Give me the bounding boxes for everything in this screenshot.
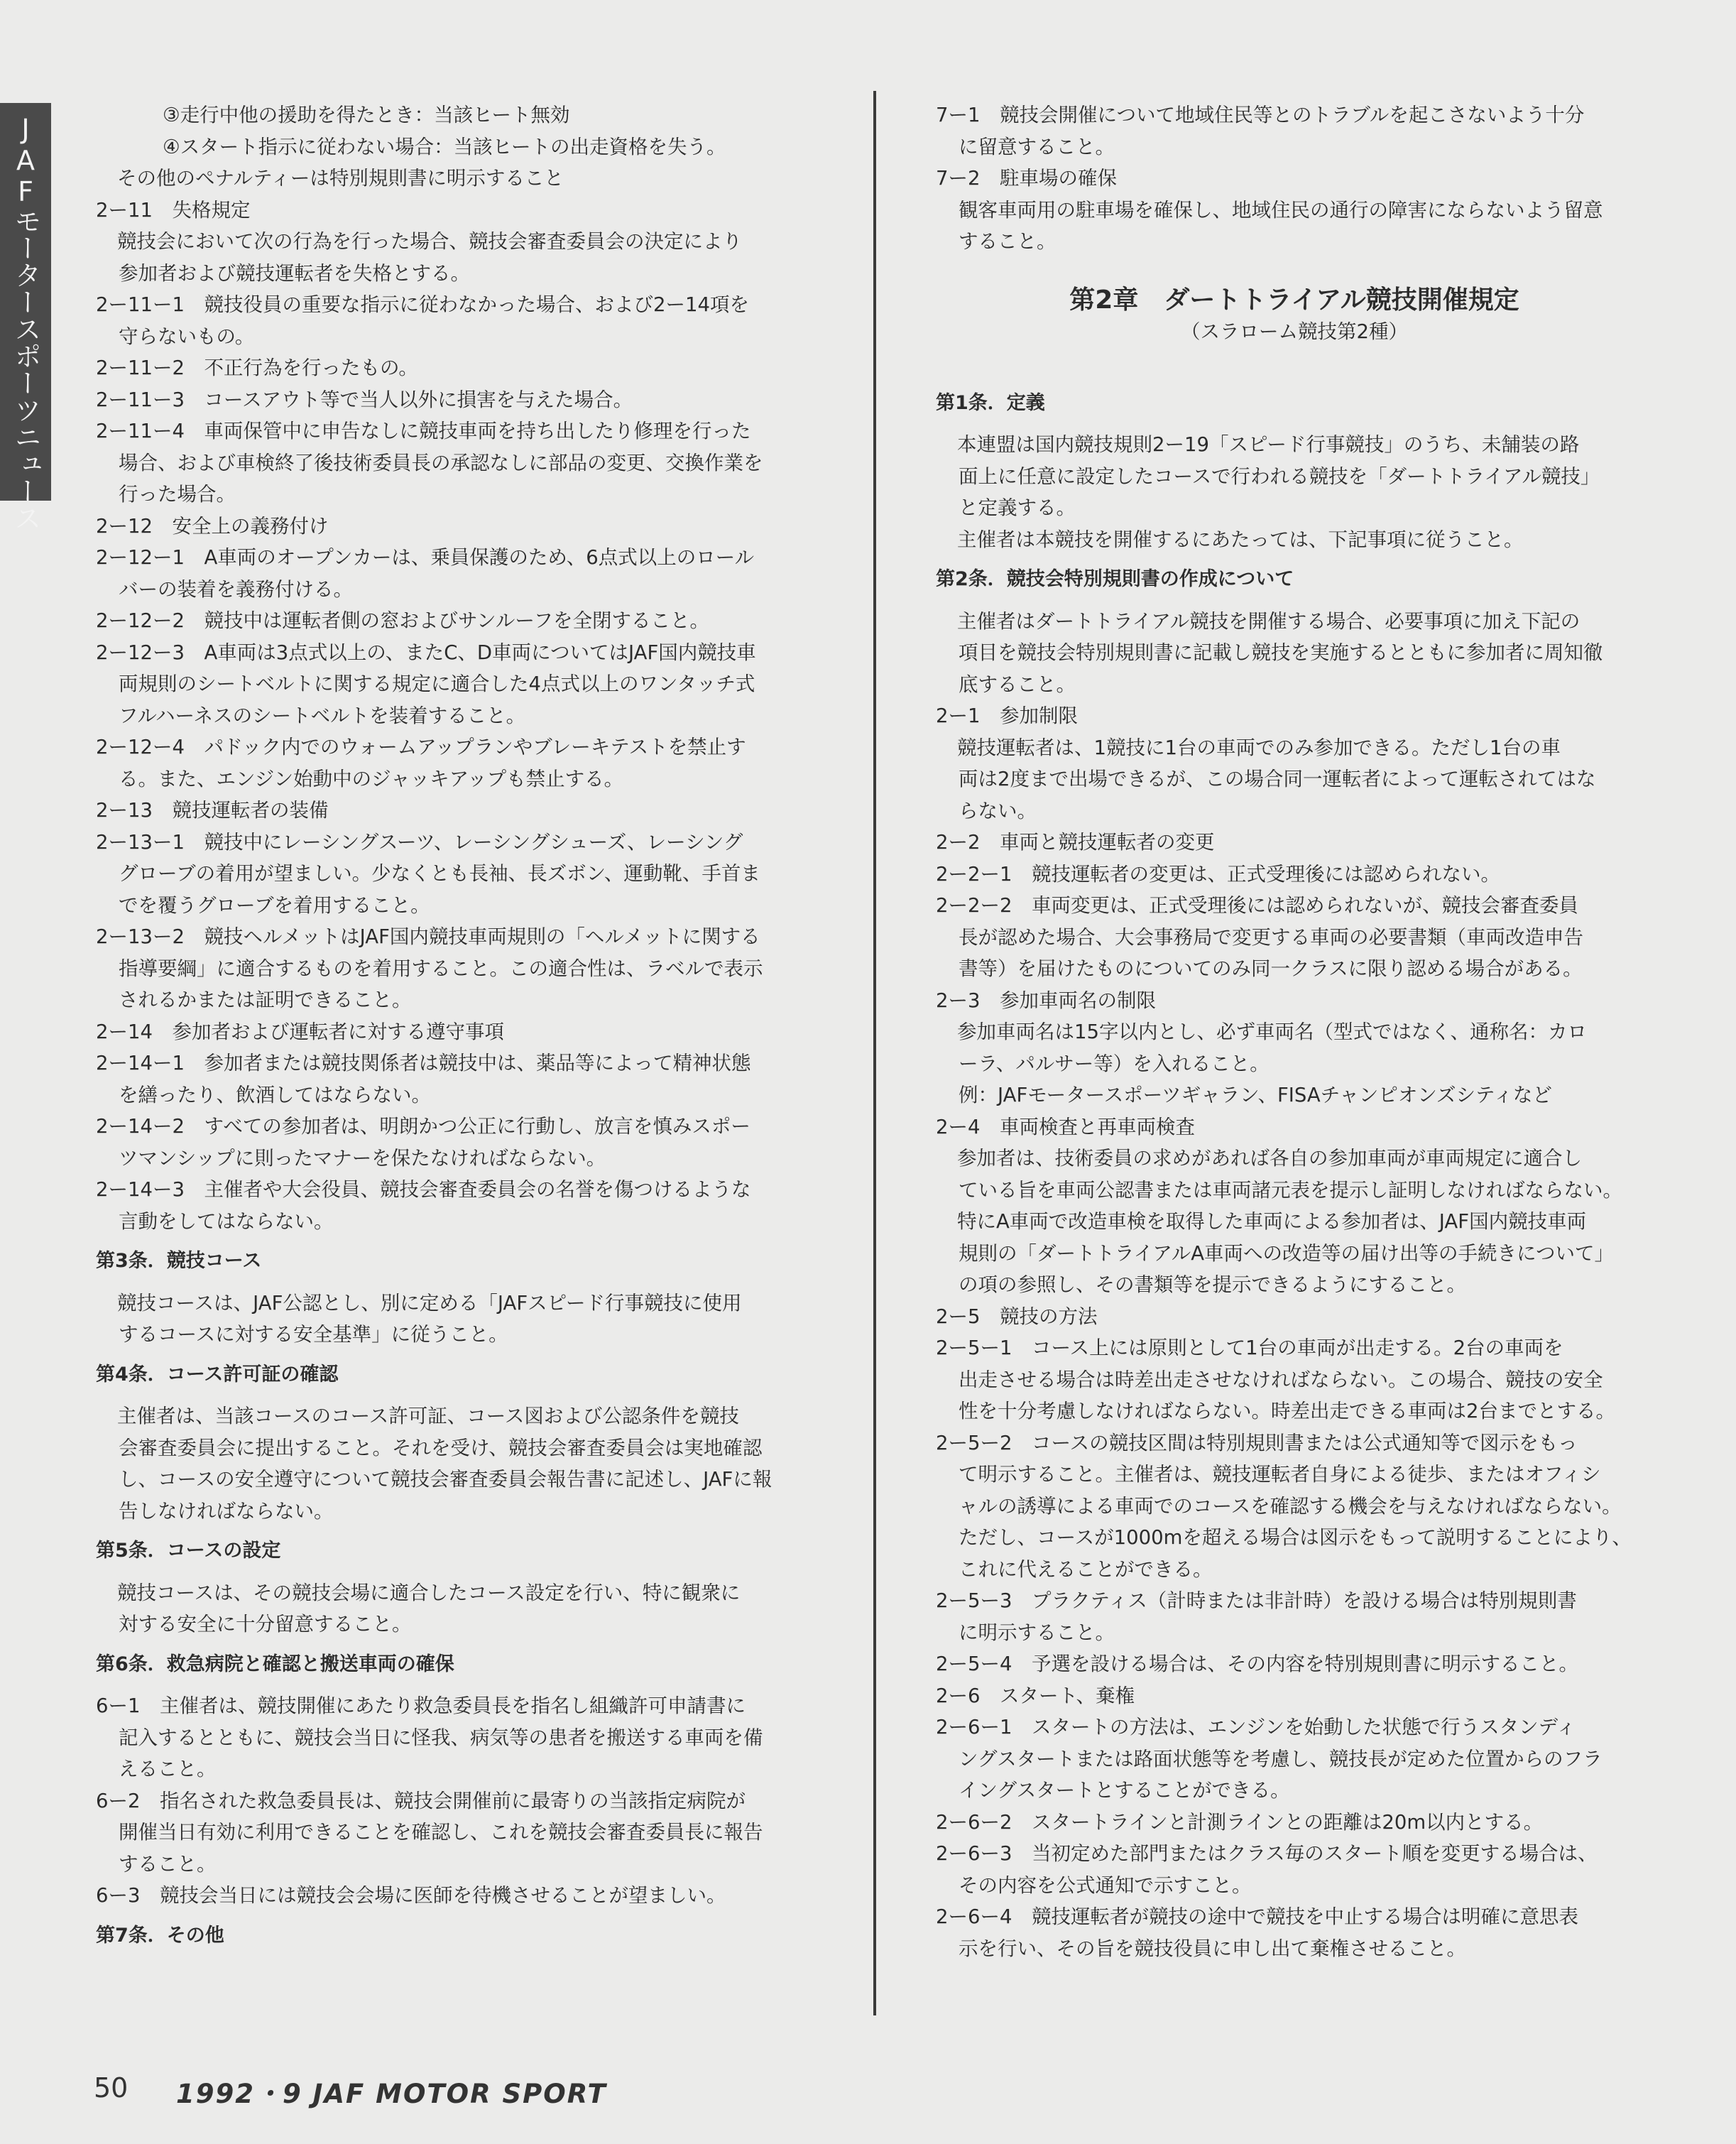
text-line: されるかまたは証明できること。 (119, 989, 412, 1011)
text-line: 例：JAFモータースポーツギャラン、FISAチャンピオンズシティなど (959, 1084, 1552, 1106)
text-line: 7ー2 駐車場の確保 (936, 167, 1117, 190)
text-line: 2ー12ー4 パドック内でのウォームアップランやブレーキテストを禁止す (96, 736, 746, 758)
text-line: 告しなければならない。 (119, 1499, 334, 1523)
text-line: に明示すること。 (959, 1621, 1115, 1644)
text-line: 2ー5ー2 コースの競技区間は特別規則書または公式通知等で図示をもっ (936, 1431, 1578, 1454)
text-line: 2ー1 参加制限 (936, 704, 1078, 727)
text-line: ただし、コースが1000mを超える場合は図示をもって説明することにより、 (959, 1526, 1632, 1549)
text-line: 2ー4 車両検査と再車両検査 (936, 1115, 1195, 1138)
article-heading: 第1条．定義 (936, 391, 1045, 414)
text-line: 観客車両用の駐車場を確保し、地域住民の通行の障害にならないよう留意 (959, 198, 1603, 222)
text-line: 2ー2 車両と競技運転者の変更 (936, 831, 1215, 854)
text-line: その内容を公式通知で示すこと。 (959, 1873, 1252, 1897)
text-line: バーの装着を義務付ける。 (119, 577, 353, 601)
article-heading: 第5条．コースの設定 (96, 1540, 281, 1562)
text-line: 長が認めた場合、大会事務局で変更する車両の必要書類（車両改造申告 (959, 925, 1583, 949)
text-line: 指導要綱」に適合するものを着用すること。この適合性は、ラベルで表示 (119, 957, 763, 980)
text-line: 7ー1 競技会開催について地域住民等とのトラブルを起こさないよう十分 (936, 104, 1585, 126)
text-line: を繕ったり、飲酒してはならない。 (119, 1083, 431, 1106)
text-line: 主催者は、当該コースのコース許可証、コース図および公認条件を競技 (117, 1405, 739, 1427)
text-line: ャルの誘導による車両でのコースを確認する機会を与えなければならない。 (959, 1494, 1622, 1518)
text-line: に留意すること。 (959, 135, 1115, 158)
text-line: ングスタートまたは路面状態等を考慮し、競技長が定めた位置からのフラ (959, 1747, 1603, 1770)
text-line: 2ー12 安全上の義務付け (96, 514, 329, 538)
text-line: らない。 (959, 799, 1037, 822)
text-line: の項の参照し、その書類等を提示できるようにすること。 (959, 1273, 1466, 1296)
page-number: 50 (94, 2072, 129, 2104)
text-line: 2ー6ー3 当初定めた部門またはクラス毎のスタート順を変更する場合は、 (936, 1842, 1598, 1865)
text-line: 守らないもの。 (119, 325, 255, 348)
text-line: ている旨を車両公認書または車両諸元表を提示し証明しなければならない。 (959, 1178, 1622, 1202)
text-line: ツマンシップに則ったマナーを保たなければならない。 (119, 1146, 606, 1170)
text-line: これに代えることができる。 (959, 1557, 1213, 1581)
text-line: 2ー6ー1 スタートの方法は、エンジンを始動した状態で行うスタンディ (936, 1716, 1576, 1738)
text-line: するコースに対する安全基準」に従うこと。 (119, 1323, 508, 1346)
text-line: 規則の「ダートトライアルA車両への改造等の届け出等の手続きについて」 (959, 1241, 1615, 1265)
text-line: 2ー3 参加車両名の制限 (936, 989, 1156, 1012)
article-heading: 第7条．その他 (96, 1924, 224, 1947)
text-line: 2ー6 スタート、棄権 (936, 1684, 1135, 1707)
text-line: 場合、および車検終了後技術委員長の承認なしに部品の変更、交換作業を (119, 451, 763, 474)
text-line: 行った場合。 (119, 483, 236, 506)
text-line: ③走行中他の援助を得たとき：当該ヒート無効 (163, 104, 570, 126)
text-line: 2ー11ー4 車両保管中に申告なしに競技車両を持ち出したり修理を行った (96, 420, 751, 442)
chapter-subtitle: （スラローム競技第2種） (1181, 320, 1408, 343)
text-line: 開催当日有効に利用できることを確認し、これを競技会審査委員長に報告 (119, 1821, 763, 1844)
text-line: 2ー12ー1 A車両のオープンカーは、乗員保護のため、6点式以上のロール (96, 546, 755, 569)
text-line: ④スタート指示に従わない場合：当該ヒートの出走資格を失う。 (163, 135, 726, 158)
text-line: 2ー12ー3 A車両は3点式以上の、またC、D車両についてはJAF国内競技車 (96, 641, 756, 664)
text-line: 2ー11ー1 競技役員の重要な指示に従わなかった場合、および2ー14項を (96, 293, 749, 316)
article-heading: 第4条．コース許可証の確認 (96, 1363, 339, 1386)
text-line: 2ー6ー4 競技運転者が競技の途中で競技を中止する場合は明確に意思表 (936, 1905, 1578, 1928)
text-line: 2ー13 競技運転者の装備 (96, 799, 329, 822)
text-line: 2ー11ー2 不正行為を行ったもの。 (96, 357, 418, 379)
text-line: 本連盟は国内競技規則2ー19「スピード行事競技」のうち、未舗装の路 (957, 433, 1580, 456)
text-line: イングスタートとすることができる。 (959, 1779, 1290, 1802)
right-column (936, 99, 1653, 1964)
text-line: 2ー11 失格規定 (96, 198, 251, 222)
text-line: 両は2度まで出場できるが、この場合同一運転者によって運転されてはな (959, 768, 1596, 790)
text-line: 出走させる場合は時差出走させなければならない。この場合、競技の安全 (959, 1368, 1603, 1391)
left-column (96, 99, 813, 1961)
column-divider (873, 91, 876, 2015)
text-line: 競技運転者は、1競技に1台の車両でのみ参加できる。ただし1台の車 (957, 736, 1561, 759)
article-heading: 第6条．救急病院と確認と搬送車両の確保 (96, 1653, 454, 1675)
text-line: 面上に任意に設定したコースで行われる競技を「ダートトライアル競技」 (959, 464, 1600, 488)
text-line: 2ー2ー2 車両変更は、正式受理後には認められないが、競技会審査委員 (936, 894, 1578, 917)
text-line: 2ー14ー2 すべての参加者は、明朗かつ公正に行動し、放言を慎みスポー (96, 1115, 750, 1138)
text-line: 6ー3 競技会当日には競技会会場に医師を待機させることが望ましい。 (96, 1884, 726, 1907)
text-line: すること。 (119, 1852, 217, 1876)
magazine-title: 1992・9 JAF MOTOR SPORT (176, 2079, 607, 2109)
text-line: フルハーネスのシートベルトを装着すること。 (119, 704, 526, 727)
article-heading: 第3条．競技コース (96, 1250, 262, 1272)
text-line: 記入するとともに、競技会当日に怪我、病気等の患者を搬送する車両を備 (119, 1726, 763, 1749)
text-line: 競技コースは、その競技会場に適合したコース設定を行い、特に観衆に (117, 1581, 741, 1604)
side-tab-label: JAFモータースポーツニュース (10, 114, 41, 531)
text-line: ーラ、パルサー等）を入れること。 (959, 1052, 1270, 1075)
text-line: 特にA車両で改造車検を取得した車両による参加者は、JAF国内競技車両 (957, 1210, 1587, 1233)
text-line: 2ー12ー2 競技中は運転者側の窓およびサンルーフを全閉すること。 (96, 609, 710, 632)
text-line: その他のペナルティーは特別規則書に明示すること (117, 167, 564, 190)
text-line: る。また、エンジン始動中のジャッキアップも禁止する。 (119, 767, 624, 790)
chapter-title: 第2章 ダートトライアル競技開催規定 (1069, 285, 1519, 315)
text-line: 2ー6ー2 スタートラインと計測ラインとの距離は20m以内とする。 (936, 1810, 1544, 1834)
text-line: 両規則のシートベルトに関する規定に適合した4点式以上のワンタッチ式 (119, 673, 755, 695)
text-line: て明示すること。主催者は、競技運転者自身による徒歩、またはオフィシ (959, 1463, 1601, 1486)
text-line: 2ー11ー3 コースアウト等で当人以外に損害を与えた場合。 (96, 388, 633, 411)
text-line: 主催者はダートトライアル競技を開催する場合、必要事項に加え下記の (957, 609, 1581, 633)
text-line: 2ー14 参加者および運転者に対する遵守事項 (96, 1020, 504, 1043)
text-line: えること。 (119, 1758, 217, 1780)
text-line: 性を十分考慮しなければならない。時差出走できる車両は2台までとする。 (959, 1400, 1615, 1422)
text-line: 対する安全に十分留意すること。 (119, 1613, 412, 1636)
text-line: 参加車両名は15字以内とし、必ず車両名（型式ではなく、通称名：カロ (957, 1021, 1587, 1043)
text-line: 言動をしてはならない。 (119, 1209, 334, 1233)
text-line: と定義する。 (959, 496, 1076, 519)
article-heading: 第2条．競技会特別規則書の作成について (936, 568, 1294, 590)
text-line: 2ー14ー3 主催者や大会役員、競技会審査委員会の名誉を傷つけるような (96, 1178, 751, 1201)
text-line: 主催者は本競技を開催するにあたっては、下記事項に従うこと。 (957, 528, 1524, 551)
text-line: 2ー2ー1 競技運転者の変更は、正式受理後には認められない。 (936, 862, 1500, 886)
text-line: 2ー13ー2 競技ヘルメットはJAF国内競技車両規則の「ヘルメットに関する (96, 925, 760, 948)
text-line: 項目を競技会特別規則書に記載し競技を実施するとともに参加者に周知徹 (959, 641, 1603, 664)
text-line: 2ー5ー1 コース上には原則として1台の車両が出走する。2台の車両を (936, 1337, 1563, 1359)
text-line: し、コースの安全遵守について競技会審査委員会報告書に記述し、JAFに報 (119, 1468, 773, 1491)
text-line: 2ー13ー1 競技中にレーシングスーツ、レーシングシューズ、レーシング (96, 830, 743, 854)
text-line: グローブの着用が望ましい。少なくとも長袖、長ズボン、運動靴、手首ま (119, 862, 760, 885)
text-line: 2ー5ー3 プラクティス（計時または非計時）を設ける場合は特別規則書 (936, 1589, 1577, 1612)
text-line: 2ー5 競技の方法 (936, 1305, 1098, 1328)
text-line: 示を行い、その旨を競技役員に申し出て棄権させること。 (959, 1937, 1466, 1960)
text-line: 書等）を届けたものについてのみ同一クラスに限り認める場合がある。 (959, 957, 1583, 980)
text-line: 競技コースは、JAF公認とし、別に定める「JAFスピード行事競技に使用 (117, 1291, 742, 1315)
text-line: 6ー2 指名された救急委員長は、競技会開催前に最寄りの当該指定病院が (96, 1789, 746, 1812)
text-line: 会審査委員会に提出すること。それを受け、競技会審査委員会は実地確認 (119, 1436, 763, 1459)
text-line: でを覆うグローブを着用すること。 (119, 893, 430, 917)
text-line: 競技会において次の行為を行った場合、競技会審査委員会の決定により (117, 230, 742, 253)
text-line: 2ー14ー1 参加者または競技関係者は競技中は、薬品等によって精神状態 (96, 1052, 751, 1074)
text-line: 参加者および競技運転者を失格とする。 (119, 261, 470, 285)
text-line: 参加者は、技術委員の求めがあれば各自の参加車両が車両規定に適合し (957, 1147, 1582, 1170)
text-line: 底すること。 (959, 673, 1076, 696)
text-line: すること。 (959, 230, 1057, 253)
text-line: 2ー5ー4 予選を設ける場合は、その内容を特別規則書に明示すること。 (936, 1653, 1578, 1675)
text-line: 6ー1 主催者は、競技開催にあたり救急委員長を指名し組織許可申請書に (96, 1694, 746, 1717)
